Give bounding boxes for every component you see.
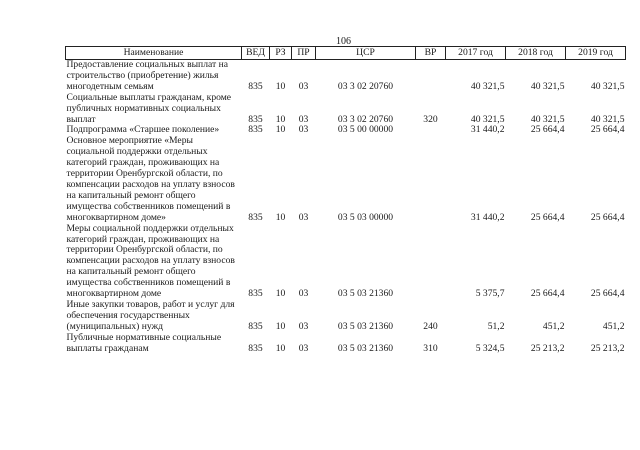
row-vr [416,136,446,223]
row-2018: 451,2 [542,320,565,332]
row-pr: 03 [298,320,309,332]
row-ved: 835 [248,211,263,223]
row-rz: 10 [275,320,286,332]
row-2018: 25 664,4 [530,288,565,300]
row-vr [416,60,446,93]
row-vr [416,125,446,136]
row-name: Подпрограмма «Старшее поколение» [66,124,220,136]
row-2019: 25 664,4 [590,288,625,300]
row-2018: 25 664,4 [530,124,565,136]
row-2017: 51,2 [487,320,505,332]
table-row [66,136,626,223]
row-2019: 25 213,2 [590,342,625,354]
row-csr: 03 3 02 20760 [337,113,394,125]
row-pr: 03 [298,113,309,125]
header-pr: ПР [292,47,316,60]
row-2017: 31 440,2 [470,124,505,136]
table-row [66,60,626,93]
table-header [66,47,626,60]
row-ved: 835 [248,124,263,136]
row-pr: 03 [298,211,309,223]
row-name: Меры социальной поддержки отдельных категорий граждан, проживающих на территории Оренбургской области, по компенсации расходов на уплату взносов на капитальный ремонт общего имущества собственников помещений в многоквартирном доме [66,222,235,300]
row-ved: 835 [248,320,263,332]
header-2017: 2017 год [446,47,506,60]
row-2017: 40 321,5 [470,113,505,125]
row-rz: 10 [275,113,286,125]
row-2019: 40 321,5 [590,113,625,125]
budget-table [65,46,626,354]
row-name: Публичные нормативные социальные выплаты гражданам [66,331,222,354]
row-pr: 03 [298,342,309,354]
header-2019: 2019 год [566,47,626,60]
row-rz: 10 [275,342,286,354]
row-vr [416,224,446,300]
row-ved: 835 [248,342,263,354]
row-csr: 03 3 02 20760 [337,80,394,92]
row-rz: 10 [275,80,286,92]
row-2018: 25 664,4 [530,211,565,223]
row-name: Предоставление социальных выплат на строительство (приобретение) жилья многодетным семьям [66,59,228,92]
row-2017: 40 321,5 [470,80,505,92]
header-rz: РЗ [270,47,292,60]
header-csr: ЦСР [316,47,416,60]
row-csr: 03 5 03 00000 [337,211,394,223]
row-vr: 320 [423,113,438,125]
row-2017: 31 440,2 [470,211,505,223]
row-name: Основное мероприятие «Меры социальной поддержки отдельных категорий граждан, проживающих на территории Оренбургской области, по компенсации расходов на уплату взносов на капитальный ремонт общего имущества собственников помещений в многоквартирном доме» [66,135,235,223]
page-number: 106 [336,36,351,47]
header-name: Наименование [66,47,242,60]
row-rz: 10 [275,211,286,223]
table-row [66,333,626,355]
row-pr: 03 [298,288,309,300]
row-pr: 03 [298,124,309,136]
row-2017: 5 375,7 [475,288,505,300]
header-ved: ВЕД [242,47,270,60]
row-2019: 40 321,5 [590,80,625,92]
row-2017: 5 324,5 [475,342,505,354]
row-2018: 40 321,5 [530,113,565,125]
row-ved: 835 [248,80,263,92]
row-csr: 03 5 00 00000 [337,124,394,136]
row-pr: 03 [298,80,309,92]
row-2019: 451,2 [602,320,625,332]
row-ved: 835 [248,288,263,300]
row-csr: 03 5 03 21360 [337,320,394,332]
row-rz: 10 [275,288,286,300]
row-vr: 240 [423,320,438,332]
row-vr: 310 [423,342,438,354]
table-row [66,300,626,333]
row-ved: 835 [248,113,263,125]
row-rz: 10 [275,124,286,136]
row-csr: 03 5 03 21360 [337,288,394,300]
row-name: Социальные выплаты гражданам, кроме публичных нормативных социальных выплат [66,91,232,125]
row-name: Иные закупки товаров, работ и услуг для обеспечения государственных (муниципальных) нужд [66,298,235,332]
row-2019: 25 664,4 [590,211,625,223]
row-csr: 03 5 03 21360 [337,342,394,354]
header-vr: ВР [416,47,446,60]
table-row [66,93,626,126]
header-2018: 2018 год [506,47,566,60]
row-2019: 25 664,4 [590,124,625,136]
row-2018: 40 321,5 [530,80,565,92]
table-row [66,224,626,300]
row-2018: 25 213,2 [530,342,565,354]
